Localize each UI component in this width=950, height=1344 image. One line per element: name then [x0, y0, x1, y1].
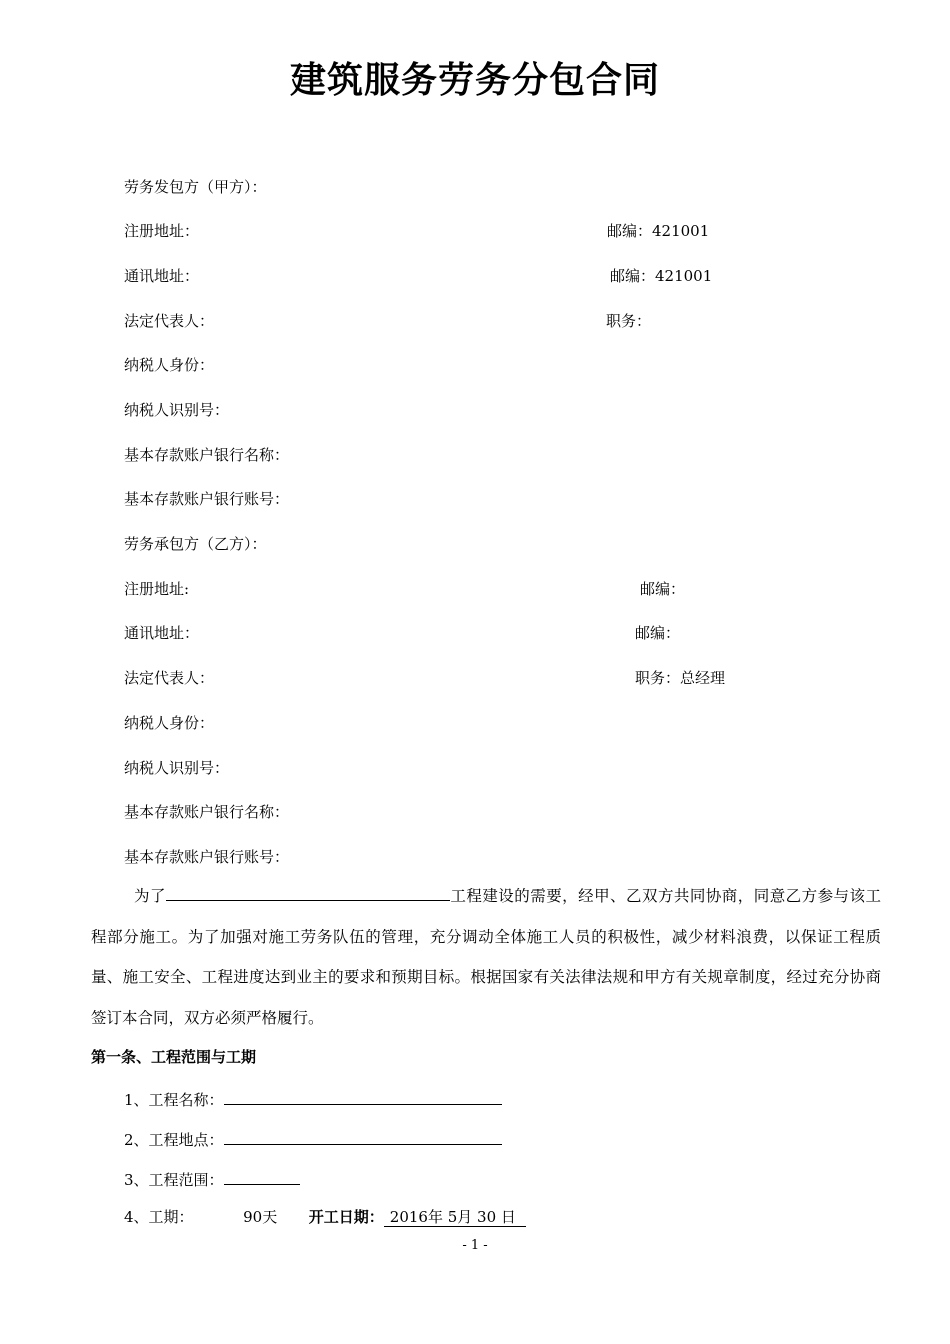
party-b-legal-rep-label: 法定代表人： — [124, 669, 215, 687]
party-b-reg-postcode: 邮编： — [640, 580, 686, 598]
party-b-reg-address-label: 注册地址: — [124, 580, 190, 598]
party-b-mail-postcode: 邮编： — [635, 624, 681, 642]
party-b-name-label: 劳务承包方（乙方）： — [124, 535, 267, 553]
item-project-scope-label: 3、工程范围： — [124, 1171, 224, 1189]
party-a-position-label: 职务： — [606, 312, 652, 330]
party-b-position-label: 职务：总经理 — [635, 669, 726, 687]
start-date-label: 开工日期： — [308, 1208, 384, 1226]
preamble-paragraph — [91, 876, 881, 1038]
item-project-location — [124, 1127, 502, 1150]
party-a-taxpayer-id-label: 纳税人识别号： — [124, 401, 230, 419]
party-b-taxpayer-id-label: 纳税人识别号： — [124, 759, 230, 777]
section-1-heading: 第一条、工程范围与工期 — [91, 1048, 257, 1066]
party-a-mail-address-label: 通讯地址： — [124, 267, 200, 285]
party-a-reg-address-label: 注册地址： — [124, 222, 200, 240]
party-a-bank-account-label: 基本存款账户银行账号： — [124, 490, 290, 508]
duration-value: 90天 — [243, 1208, 278, 1226]
party-a-bank-name-label: 基本存款账户银行名称： — [124, 446, 290, 464]
start-date-value[interactable]: 2016年 5月 30 日 — [384, 1208, 526, 1227]
item-project-location-label: 2、工程地点： — [124, 1131, 224, 1149]
party-b-mail-address-label: 通讯地址： — [124, 624, 200, 642]
party-a-reg-postcode: 邮编：421001 — [607, 222, 710, 240]
party-b-taxpayer-status-label: 纳税人身份： — [124, 714, 215, 732]
project-scope-field[interactable] — [224, 1167, 300, 1185]
preamble-body: 工程建设的需要，经甲、乙双方共同协商，同意乙方参与该工程部分施工。为了加强对施工劳务队伍的管理，充分调动全体施工人员的积极性，减少材料浪费，以保证工程质量、施工安全、工程进度达到业主的要求和预期目标。根据国家有关法律法规和甲方有关规章制度，经过充分协商签订本合同，双方必须严格履行。 — [91, 887, 881, 1027]
item-project-name — [124, 1087, 502, 1110]
project-name-blank[interactable] — [166, 882, 450, 901]
party-a-taxpayer-status-label: 纳税人身份： — [124, 356, 215, 374]
page-number: - 1 - — [462, 1238, 488, 1253]
project-name-field[interactable] — [224, 1087, 502, 1105]
party-a-name-label: 劳务发包方（甲方）： — [124, 178, 267, 196]
item-duration — [124, 1207, 526, 1227]
project-location-field[interactable] — [224, 1127, 502, 1145]
party-b-bank-name-label: 基本存款账户银行名称： — [124, 803, 290, 821]
document-title: 建筑服务劳务分包合同 — [289, 60, 660, 101]
item-project-scope — [124, 1167, 300, 1190]
preamble-lead: 为了 — [134, 887, 166, 905]
item-project-name-label: 1、工程名称： — [124, 1091, 224, 1109]
item-duration-label: 4、工期： — [124, 1208, 194, 1226]
party-a-mail-postcode: 邮编：421001 — [610, 267, 713, 285]
party-a-legal-rep-label: 法定代表人： — [124, 312, 215, 330]
party-b-bank-account-label: 基本存款账户银行账号： — [124, 848, 290, 866]
